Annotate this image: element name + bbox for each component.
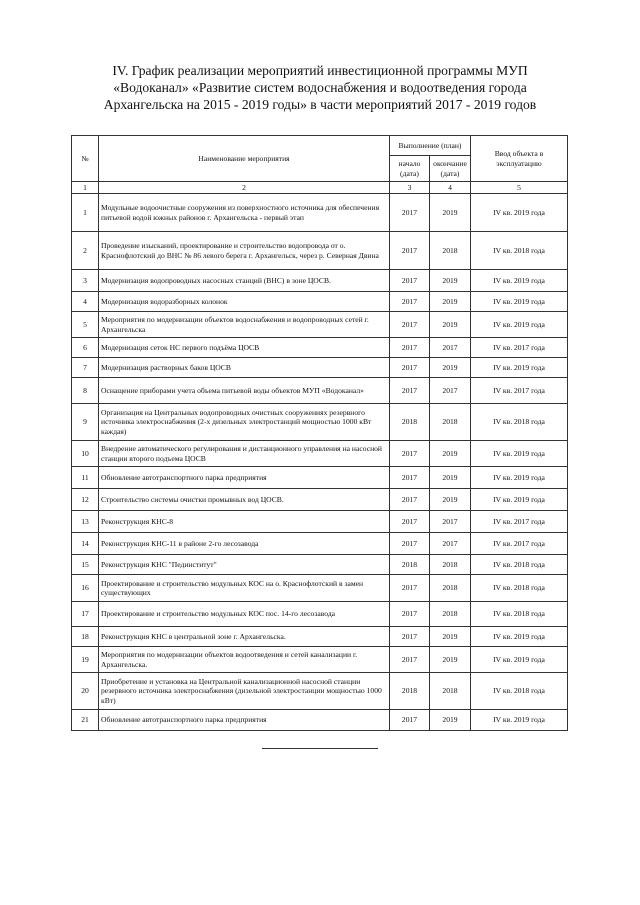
row-number: 17 bbox=[72, 602, 99, 627]
start-year: 2017 bbox=[390, 489, 430, 511]
start-year: 2017 bbox=[390, 647, 430, 673]
commission-date: IV кв. 2019 года bbox=[471, 489, 568, 511]
row-number: 19 bbox=[72, 647, 99, 673]
table-row bbox=[72, 232, 568, 270]
table-row bbox=[72, 404, 568, 441]
title-line: «Водоканал» «Развитие систем водоснабжения и водоотведения города bbox=[113, 80, 527, 95]
table-row bbox=[72, 358, 568, 378]
measure-name: Обновление автотранспортного парка предприятия bbox=[99, 467, 390, 489]
row-number: 12 bbox=[72, 489, 99, 511]
start-year: 2017 bbox=[390, 338, 430, 358]
commission-date: IV кв. 2018 года bbox=[471, 602, 568, 627]
table-row bbox=[72, 511, 568, 533]
header-name: Наименование мероприятия bbox=[99, 136, 390, 182]
table-row bbox=[72, 467, 568, 489]
row-number: 5 bbox=[72, 312, 99, 338]
commission-date: IV кв. 2018 года bbox=[471, 404, 568, 441]
commission-date: IV кв. 2019 года bbox=[471, 194, 568, 232]
row-number: 2 bbox=[72, 232, 99, 270]
measure-name: Реконструкция КНС "Пединститут" bbox=[99, 555, 390, 575]
column-number: 4 bbox=[430, 182, 471, 194]
start-year: 2017 bbox=[390, 292, 430, 312]
table-row bbox=[72, 378, 568, 404]
end-year: 2019 bbox=[430, 194, 471, 232]
measure-name: Внедрение автоматического регулирования и дистанционного управления на насосной станции второго подъема ЦОСВ bbox=[99, 441, 390, 467]
commission-date: IV кв. 2018 года bbox=[471, 673, 568, 710]
end-year: 2019 bbox=[430, 358, 471, 378]
measure-name: Организация на Центральных водопроводных очистных сооружениях резервного источника электроснабжения (2-х дизельных электростанций мощностью 1000 кВт каждая) bbox=[99, 404, 390, 441]
footer-separator-line bbox=[262, 748, 378, 749]
start-year: 2018 bbox=[390, 673, 430, 710]
column-number: 1 bbox=[72, 182, 99, 194]
row-number: 21 bbox=[72, 710, 99, 731]
measure-name: Мероприятия по модернизации объектов водоотведения и сетей канализации г. Архангельска. bbox=[99, 647, 390, 673]
end-year: 2019 bbox=[430, 489, 471, 511]
commission-date: IV кв. 2019 года bbox=[471, 312, 568, 338]
start-year: 2017 bbox=[390, 441, 430, 467]
start-year: 2017 bbox=[390, 232, 430, 270]
end-year: 2019 bbox=[430, 627, 471, 647]
row-number: 10 bbox=[72, 441, 99, 467]
header-commission: Ввод объекта в эксплуатацию bbox=[471, 136, 568, 182]
end-year: 2018 bbox=[430, 232, 471, 270]
measure-name: Реконструкция КНС-11 в районе 2-го лесозавода bbox=[99, 533, 390, 555]
commission-date: IV кв. 2019 года bbox=[471, 710, 568, 731]
column-number: 2 bbox=[99, 182, 390, 194]
table-row bbox=[72, 627, 568, 647]
measure-name: Модернизация водоразборных колонок bbox=[99, 292, 390, 312]
row-number: 11 bbox=[72, 467, 99, 489]
start-year: 2017 bbox=[390, 194, 430, 232]
row-number: 7 bbox=[72, 358, 99, 378]
end-year: 2018 bbox=[430, 575, 471, 602]
end-year: 2018 bbox=[430, 404, 471, 441]
start-year: 2017 bbox=[390, 575, 430, 602]
commission-date: IV кв. 2018 года bbox=[471, 555, 568, 575]
commission-date: IV кв. 2019 года bbox=[471, 467, 568, 489]
start-year: 2017 bbox=[390, 378, 430, 404]
table-row bbox=[72, 270, 568, 292]
measure-name: Оснащение приборами учета объема питьевой воды объектов МУП «Водоканал» bbox=[99, 378, 390, 404]
commission-date: IV кв. 2019 года bbox=[471, 441, 568, 467]
table-row bbox=[72, 575, 568, 602]
start-year: 2017 bbox=[390, 511, 430, 533]
commission-date: IV кв. 2019 года bbox=[471, 358, 568, 378]
table-row bbox=[72, 710, 568, 731]
row-number: 9 bbox=[72, 404, 99, 441]
table-row bbox=[72, 312, 568, 338]
row-number: 16 bbox=[72, 575, 99, 602]
row-number: 14 bbox=[72, 533, 99, 555]
end-year: 2019 bbox=[430, 710, 471, 731]
table-row bbox=[72, 673, 568, 710]
table-row bbox=[72, 441, 568, 467]
column-number: 3 bbox=[390, 182, 430, 194]
end-year: 2017 bbox=[430, 533, 471, 555]
row-number: 20 bbox=[72, 673, 99, 710]
header-execution: Выполнение (план) bbox=[390, 136, 471, 156]
row-number: 4 bbox=[72, 292, 99, 312]
table-row bbox=[72, 489, 568, 511]
start-year: 2017 bbox=[390, 602, 430, 627]
table-row bbox=[72, 338, 568, 358]
row-number: 15 bbox=[72, 555, 99, 575]
end-year: 2018 bbox=[430, 602, 471, 627]
end-year: 2019 bbox=[430, 312, 471, 338]
start-year: 2017 bbox=[390, 533, 430, 555]
table-row bbox=[72, 533, 568, 555]
title-line: Архангельска на 2015 - 2019 годы» в части мероприятий 2017 - 2019 годов bbox=[103, 97, 537, 112]
commission-date: IV кв. 2019 года bbox=[471, 270, 568, 292]
row-number: 1 bbox=[72, 194, 99, 232]
end-year: 2019 bbox=[430, 441, 471, 467]
start-year: 2017 bbox=[390, 627, 430, 647]
row-number: 8 bbox=[72, 378, 99, 404]
end-year: 2017 bbox=[430, 338, 471, 358]
row-number: 18 bbox=[72, 627, 99, 647]
start-year: 2018 bbox=[390, 555, 430, 575]
measure-name: Модернизация водопроводных насосных станций (ВНС) в зоне ЦОСВ. bbox=[99, 270, 390, 292]
commission-date: IV кв. 2019 года bbox=[471, 627, 568, 647]
measure-name: Реконструкция КНС в центральной зоне г. Архангельска. bbox=[99, 627, 390, 647]
commission-date: IV кв. 2017 года bbox=[471, 338, 568, 358]
header-end: окончание (дата) bbox=[430, 156, 471, 182]
start-year: 2017 bbox=[390, 312, 430, 338]
title-line: IV. График реализации мероприятий инвестиционной программы МУП bbox=[112, 63, 528, 78]
start-year: 2017 bbox=[390, 270, 430, 292]
commission-date: IV кв. 2017 года bbox=[471, 511, 568, 533]
schedule-table bbox=[71, 135, 568, 731]
measure-name: Проектирование и строительство модульных КОС на о. Краснофлотский в замен существующих bbox=[99, 575, 390, 602]
end-year: 2017 bbox=[430, 511, 471, 533]
table-row bbox=[72, 292, 568, 312]
measure-name: Проектирование и строительство модульных КОС пос. 14-го лесозавода bbox=[99, 602, 390, 627]
measure-name: Модульные водоочистные сооружения из поверхностного источника для обеспечения питьевой водой южных районов г. Архангельска - первый этап bbox=[99, 194, 390, 232]
header-num: № bbox=[72, 136, 99, 182]
measure-name: Приобретение и установка на Центральной канализационной насосной станции резервного источника электроснабжения (дизельной электростанции мощностью 1000 кВт) bbox=[99, 673, 390, 710]
header-start: начало (дата) bbox=[390, 156, 430, 182]
start-year: 2017 bbox=[390, 358, 430, 378]
measure-name: Строительство системы очистки промывных вод ЦОСВ. bbox=[99, 489, 390, 511]
row-number: 3 bbox=[72, 270, 99, 292]
measure-name: Мероприятия по модернизации объектов водоснабжения и водопроводных сетей г. Архангельска bbox=[99, 312, 390, 338]
end-year: 2019 bbox=[430, 270, 471, 292]
end-year: 2019 bbox=[430, 647, 471, 673]
measure-name: Модернизация сеток НС первого подъёма ЦОСВ bbox=[99, 338, 390, 358]
table-row bbox=[72, 602, 568, 627]
measure-name: Модернизация растворных баков ЦОСВ bbox=[99, 358, 390, 378]
row-number: 6 bbox=[72, 338, 99, 358]
measure-name: Проведение изысканий, проектирование и строительство водопровода от о. Краснофлотский до ВНС № 86 левого берега г. Архангельск, через р. Северная Двина bbox=[99, 232, 390, 270]
end-year: 2019 bbox=[430, 467, 471, 489]
commission-date: IV кв. 2019 года bbox=[471, 292, 568, 312]
table-row bbox=[72, 647, 568, 673]
table-row bbox=[72, 555, 568, 575]
start-year: 2017 bbox=[390, 467, 430, 489]
row-number: 13 bbox=[72, 511, 99, 533]
end-year: 2017 bbox=[430, 378, 471, 404]
commission-date: IV кв. 2018 года bbox=[471, 232, 568, 270]
end-year: 2018 bbox=[430, 555, 471, 575]
start-year: 2017 bbox=[390, 710, 430, 731]
column-number: 5 bbox=[471, 182, 568, 194]
commission-date: IV кв. 2019 года bbox=[471, 647, 568, 673]
table-row bbox=[72, 194, 568, 232]
start-year: 2018 bbox=[390, 404, 430, 441]
commission-date: IV кв. 2017 года bbox=[471, 533, 568, 555]
end-year: 2019 bbox=[430, 292, 471, 312]
document-title bbox=[60, 62, 580, 113]
commission-date: IV кв. 2017 года bbox=[471, 378, 568, 404]
measure-name: Реконструкция КНС-8 bbox=[99, 511, 390, 533]
measure-name: Обновление автотранспортного парка предприятия bbox=[99, 710, 390, 731]
commission-date: IV кв. 2018 года bbox=[471, 575, 568, 602]
end-year: 2018 bbox=[430, 673, 471, 710]
